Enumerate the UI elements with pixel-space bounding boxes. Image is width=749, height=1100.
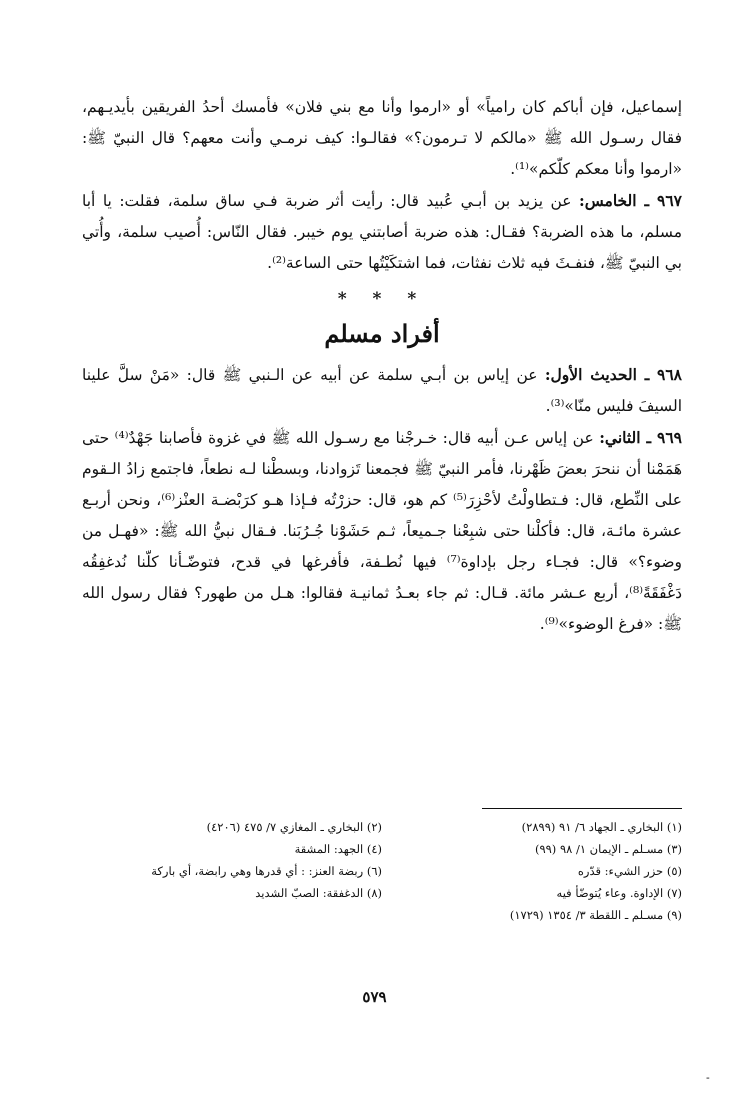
footnote-row (82, 860, 682, 882)
footnotes (82, 816, 682, 926)
hadith-969 (82, 422, 682, 640)
paragraph-continuation: إسماعيل، فإن أباكم كان رامياً» أو «ارموا وأنا مع بني فلان» فأمسك أحدُ الفريقين بأيديـهم، فقال رسـول الله ﷺ «مالكم لا تـرمون؟» فقالـوا: كيف نرمـي وأنت معهم؟ قال النبيّ ﷺ: «ارموا وأنا معكم كلّكم»⁽¹⁾. (82, 98, 682, 178)
hadith-967 (82, 185, 682, 279)
footnote-row (82, 816, 682, 838)
hadith-969-label: ٩٦٩ ـ الثاني: (599, 428, 682, 447)
footnote-item: (٦) ربضة العنز: : أي قدرها وهي رابضة، أي باركة (151, 864, 382, 878)
footnote-row (82, 904, 682, 926)
corner-mark: - (706, 1071, 710, 1084)
footnote-row (82, 882, 682, 904)
footnote-item: (٢) البخاري ـ المغازي ٧/ ٤٧٥ (٤٢٠٦) (206, 820, 382, 834)
footnote-item: (٧) الإداوة. وعاء يُتوضّأ فيه (556, 886, 682, 900)
hadith-968-label: ٩٦٨ ـ الحديث الأول: (544, 365, 682, 384)
section-title: أفراد مسلم (324, 319, 440, 348)
footnote-item: (٩) مسـلم ـ اللقطة ٣/ ١٣٥٤ (١٧٢٩) (509, 908, 682, 922)
hadith-968-text: عن إياس بن أبـي سلمة عن أبيه عن الـنبي ﷺ قال: «مَنْ سلَّ علينا السيفَ فليس منّا»⁽³⁾. (82, 366, 682, 415)
footnote-item: (١) البخاري ـ الجهاد ٦/ ٩١ (٢٨٩٩) (521, 820, 682, 834)
footnote-item: (٨) الدغفقة: الصبّ الشديد (255, 886, 382, 900)
hadith-967-label: ٩٦٧ ـ الخامس: (579, 191, 682, 210)
hadith-967-text: عن يزيد بن أبـي عُبيد قال: رأيت أثر ضربة فـي ساق سلمة، فقلت: يا أبا مسلم، ما هذه الضربة؟ فقـال: هذه ضربة أصابتني يوم خيبر. فقال النّاس: أُصيب سلمة، وأُتي بي النبيّ ﷺ، فنفـثَ فيه ثلاث نفثات، فما اشتكَيْتُها حتى الساعة⁽²⁾. (82, 192, 682, 272)
footnote-item: (٣) مسـلم ـ الإيمان ١/ ٩٨ (٩٩) (534, 842, 682, 856)
footnote-item (82, 904, 382, 926)
page-number: ٥٧٩ (362, 988, 387, 1006)
footnote-item: (٤) الجهد: المشقة (294, 842, 382, 856)
footnote-item: (٥) حزر الشيء: قدّره (577, 864, 682, 878)
hadith-969-text: عن إياس عـن أبيه قال: خـرجْنا مع رسـول الله ﷺ في غزوة فأصابنا جَهْدٌ⁽⁴⁾ حتى هَمَمْنا أن ننحرَ بعضَ ظَهْرنا، فأمر النبيّ ﷺ فجمعنا تَزوادنا، وبسطْنا لـه نطعاً، فاجتمع زادُ الـقوم على النِّطع، قال: فـتطاولْتُ لأحْزِرَ⁽⁵⁾ كم هو، قال: حزرْتُه فـإذا هـو كرَبْضـة العنْز⁽⁶⁾، ونحن أربـع عشرة مائـة، قال: فأكلْنا حتى شبِعْنا جـميعاً، ثـم حَشَوْنا جُـرُبَنا. فـقال نبيُّ الله ﷺ: «فهـل من وضوء؟» قال: فجـاء رجل بإداوة⁽⁷⁾ فيها نُطـفة، فأفرغها في قدح، فتوضّـأنا كلّنا نُدغفِقُه دَغْفَقَةً⁽⁸⁾، أربع عـشر مائة. قـال: ثم جاء بعـدُ ثمانيـة فقالوا: هـل من طهور؟ فقال رسول الله ﷺ: «فرغ الوضوء»⁽⁹⁾. (82, 429, 682, 633)
section-separator: * * * (337, 289, 427, 309)
hadith-968 (82, 359, 682, 422)
page-body (82, 92, 682, 640)
footnote-divider (482, 808, 682, 809)
footnote-row (82, 838, 682, 860)
